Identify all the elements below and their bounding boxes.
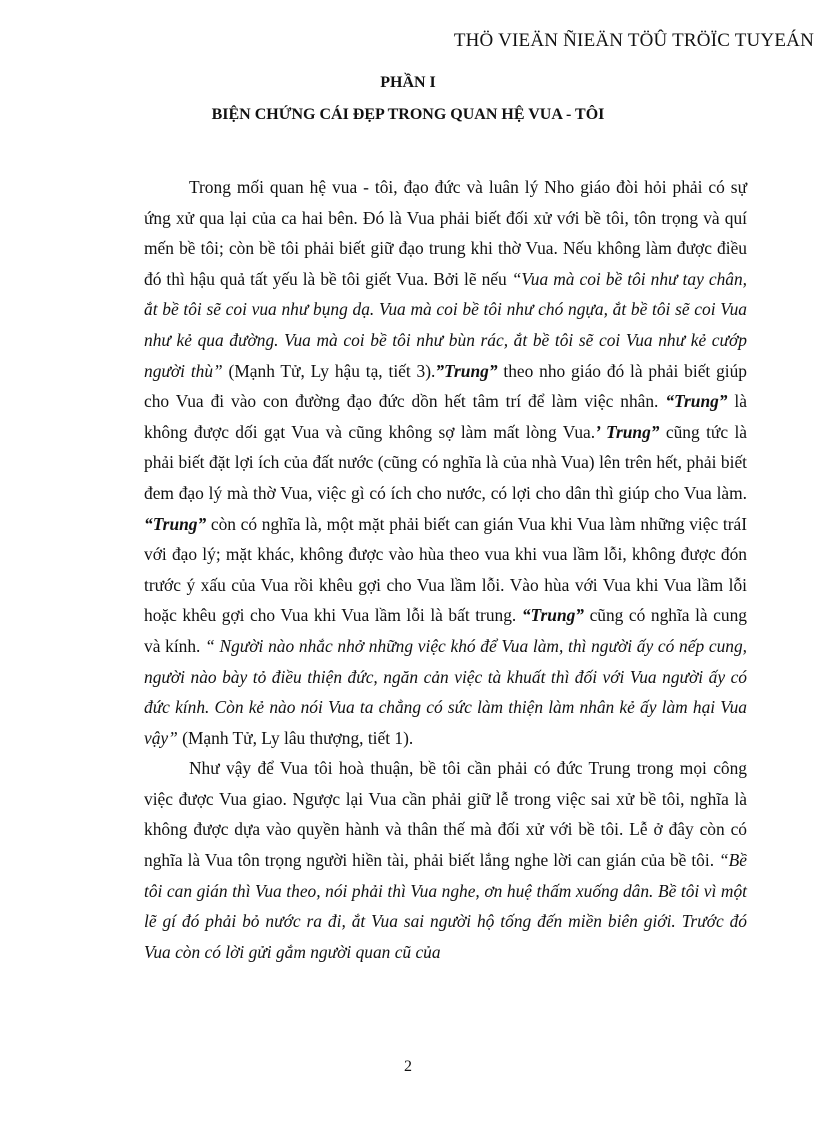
running-header: THÖ VIEÄN ÑIEÄN TÖÛ TRÖÏC TUYEÁN <box>453 30 814 51</box>
p2-text-1: Như vậy để Vua tôi hoà thuận, bề tôi cần phải có đức Trung trong mọi công việc được Vua giao. Ngược lại Vua cần phải giữ lễ trong việc sai xử bề tôi, nghĩa là không được dựa vào quyền hành và thân thế mà đối xử với bề tôi. Lễ ở đây còn có nghĩa là Vua tôn trọng người hiền tài, phải biết lắng nghe lời can gián của bề tôi. <box>144 758 747 871</box>
body-text <box>144 172 747 967</box>
section-title: BIỆN CHỨNG CÁI ĐẸP TRONG QUAN HỆ VUA - TÔI <box>211 106 605 123</box>
p1-keyword-1: ”Trung” <box>435 360 498 381</box>
paragraph-2 <box>144 753 747 967</box>
page-number: 2 <box>404 1058 412 1075</box>
p1-text-5: cũng tức là phải biết đặt lợi ích của đất nước (cũng có nghĩa là của nhà Vua) lên trên hết, phải biết đem đạo lý mà thờ Vua, việc gì có ích cho nước, có lợi cho dân thì giúp cho Vua làm. <box>144 421 748 503</box>
p1-keyword-2: “Trung” <box>665 391 728 412</box>
paragraph-1 <box>144 172 747 753</box>
p1-quote-2: “ Người nào nhắc nhở những việc khó để Vua làm, thì người ấy có nếp cung, người nào bày tỏ điều thiện đức, ngăn cản việc tà khuất thì đối với Vua người ấy có đức kính. Còn kẻ nào nói Vua ta chẳng có sức làm thiện làm nhân kẻ ấy làm hại Vua vậy” <box>144 635 748 748</box>
p1-text-2: (Mạnh Tử, Ly hậu tạ, tiết 3). <box>222 360 436 381</box>
p1-text-6: còn có nghĩa là, một mặt phải biết can gián Vua khi Vua làm những việc tráI với đạo lý; mặt khác, không được vào hùa theo vua khi vua lầm lỗi, không được đón trước ý xấu của Vua rồi khêu gợi cho Vua lầm lỗi. Vào hùa với Vua khi Vua lầm lỗi hoặc khêu gợi cho Vua khi Vua lầm lỗi là bất trung. <box>144 513 747 626</box>
p1-keyword-3: ’ Trung” <box>595 421 660 442</box>
p1-quote-1: “Vua mà coi bề tôi như tay chân, ắt bề tôi sẽ coi vua như bụng dạ. Vua mà coi bề tôi như chó ngựa, ắt bề tôi sẽ coi Vua như kẻ qua đường. Vua mà coi bề tôi như bùn rác, ắt bề tôi sẽ coi Vua như kẻ cướp người thù” <box>144 268 748 381</box>
p1-text-1: Trong mối quan hệ vua - tôi, đạo đức và luân lý Nho giáo đòi hỏi phải có sự ứng xử qua lại của ca hai bên. Đó là Vua phải biết đối xử với bề tôi, tôn trọng và quí mến bề tôi; còn bề tôi phải biết giữ đạo trung khi thờ Vua. Nếu không làm được điều đó thì hậu quả tất yếu là bề tôi giết Vua. Bởi lẽ nếu <box>144 177 747 289</box>
section-label: PHẦN I <box>380 74 436 91</box>
p1-text-4: là không được dối gạt Vua và cũng không sợ làm mất lòng Vua. <box>144 391 747 442</box>
p1-text-3: theo nho giáo đó là phải biết giúp cho Vua đi vào con đường đạo đức dồn hết tâm trí để làm việc nhân. <box>144 360 747 412</box>
p2-quote-1: “Bề tôi can gián thì Vua theo, nói phải thì Vua nghe, ơn huệ thấm xuống dân. Bề tôi vì một lẽ gí đó phải bỏ nước ra đi, ắt Vua sai người hộ tống đến miền biên giới. Trước đó Vua còn có lời gửi gắm người quan cũ của <box>144 850 747 962</box>
p1-text-8: (Mạnh Tử, Ly lâu thượng, tiết 1). <box>177 727 414 748</box>
p1-keyword-5: “Trung” <box>521 605 585 626</box>
p1-keyword-4: “Trung” <box>144 513 207 534</box>
p1-text-7: cũng có nghĩa là cung và kính. <box>144 605 747 656</box>
